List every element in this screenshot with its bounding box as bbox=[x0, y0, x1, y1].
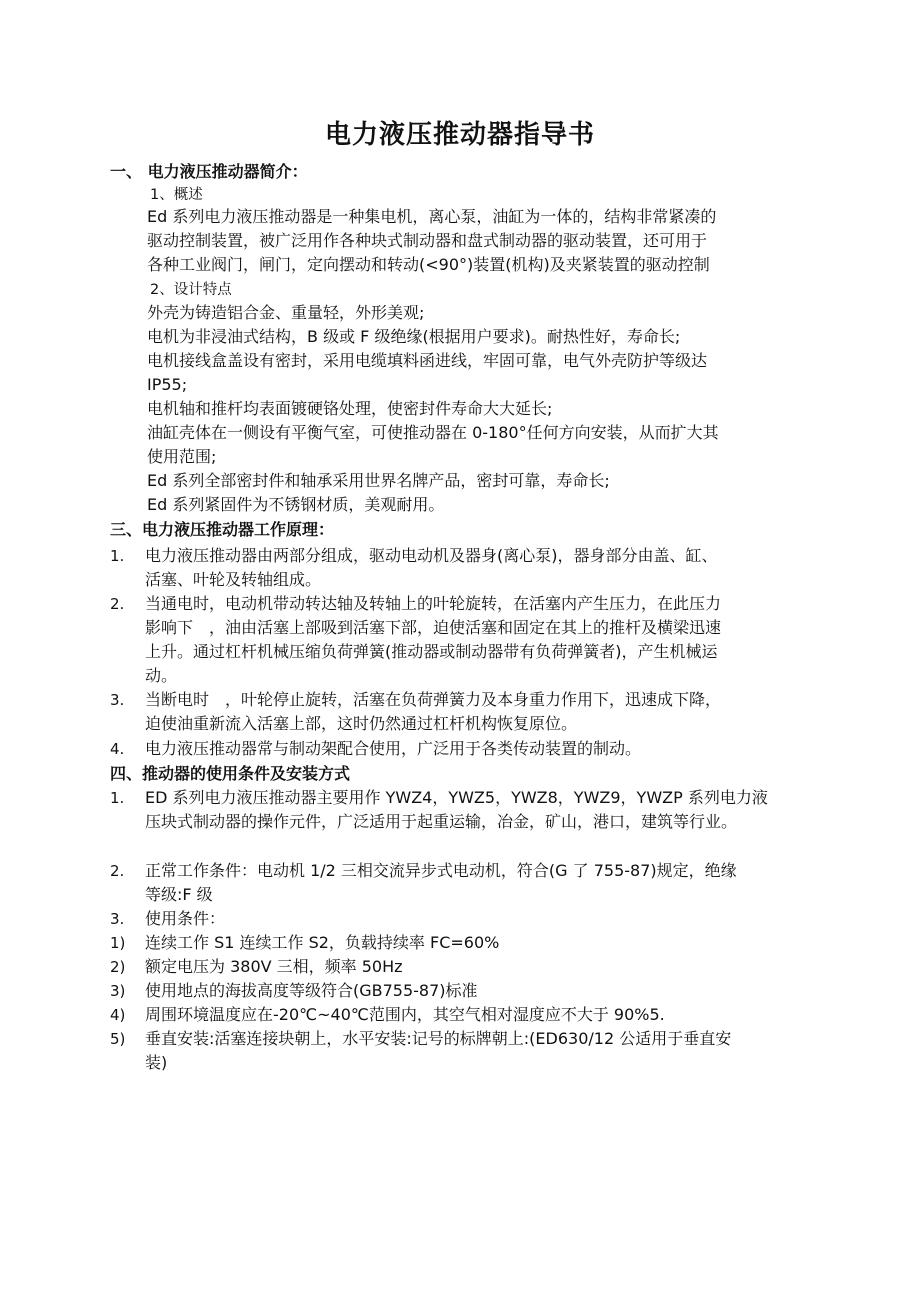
feature-line: 电机轴和推杆均表面镀硬铬处理，使密封件寿命大大延长; bbox=[147, 399, 553, 418]
subheading-overview: 1、概述 bbox=[150, 187, 203, 203]
section-4-heading: 四、推动器的使用条件及安装方式 bbox=[110, 764, 351, 783]
list-number: 5) bbox=[110, 1030, 126, 1048]
subheading-design-features: 2、设计特点 bbox=[150, 282, 232, 298]
list-item-line: 使用条件： bbox=[145, 909, 226, 928]
list-number: 4) bbox=[110, 1006, 126, 1024]
overview-line: 驱动控制装置，被广泛用作各种块式制动器和盘式制动器的驱动装置，还可用于 bbox=[147, 231, 708, 250]
feature-line: IP55; bbox=[147, 375, 188, 394]
feature-line: 电机接线盒盖设有密封，采用电缆填料函进线，牢固可靠，电气外壳防护等级达 bbox=[147, 351, 708, 370]
list-number: 2) bbox=[110, 958, 126, 976]
overview-line: 各种工业阀门，闸门，定向摆动和转动(<90°)装置(机构)及夹紧装置的驱动控制 bbox=[147, 255, 710, 274]
list-item-line: 额定电压为 380V 三相，频率 50Hz bbox=[145, 957, 403, 976]
list-number: 2. bbox=[110, 595, 125, 613]
feature-line: 使用范围; bbox=[147, 447, 217, 466]
document-title: 电力液压推动器指导书 bbox=[324, 120, 595, 150]
list-item-line: 影响下 ，油由活塞上部吸到活塞下部，迫使活塞和固定在其上的推杆及横梁迅速 bbox=[145, 618, 722, 637]
feature-line: 油缸壳体在一侧设有平衡气室，可使推动器在 0-180°任何方向安装，从而扩大其 bbox=[147, 423, 719, 442]
list-item-line: 当断电时 ，叶轮停止旋转，活塞在负荷弹簧力及本身重力作用下，迅速成下降， bbox=[145, 690, 722, 709]
list-item-line: 连续工作 S1 连续工作 S2，负载持续率 FC=60% bbox=[145, 933, 500, 952]
overview-line: Ed 系列电力液压推动器是一种集电机，离心泵，油缸为一体的，结构非常紧凑的 bbox=[147, 207, 717, 226]
feature-line: 外壳为铸造铝合金、重量轻，外形美观; bbox=[147, 303, 425, 322]
feature-line: Ed 系列紧固件为不锈钢材质，美观耐用。 bbox=[147, 495, 445, 514]
list-item-line: 装) bbox=[145, 1053, 168, 1072]
list-item-line: 上升。通过杠杆机械压缩负荷弹簧(推动器或制动器带有负荷弹簧者)，产生机械运 bbox=[145, 642, 718, 661]
list-number: 2. bbox=[110, 862, 125, 880]
list-item-line: 电力液压推动器常与制动架配合使用，广泛用于各类传动装置的制动。 bbox=[145, 739, 642, 758]
list-number: 1. bbox=[110, 789, 125, 807]
list-number: 3) bbox=[110, 982, 126, 1000]
list-number: 4. bbox=[110, 740, 125, 758]
list-number: 1) bbox=[110, 934, 126, 952]
list-item-line: 垂直安装:活塞连接块朝上，水平安装:记号的标牌朝上:(ED630/12 公适用于垂直安 bbox=[145, 1029, 732, 1048]
list-number: 1. bbox=[110, 547, 125, 565]
list-item-line: 使用地点的海拔高度等级符合(GB755-87)标准 bbox=[145, 981, 478, 1000]
list-item-line: 周围环境温度应在-20℃~40℃范围内，其空气相对湿度应不大于 90%5. bbox=[145, 1005, 665, 1024]
list-item-line: 动。 bbox=[145, 666, 178, 685]
list-item-line: 当通电时，电动机带动转达轴及转轴上的叶轮旋转，在活塞内产生压力，在此压力 bbox=[145, 594, 722, 613]
list-item-line: 迫使油重新流入活塞上部，这时仍然通过杠杆机构恢复原位。 bbox=[145, 714, 578, 733]
list-item-line: 等级:F 级 bbox=[145, 885, 213, 904]
list-number: 3. bbox=[110, 691, 125, 709]
list-item-line: 活塞、叶轮及转轴组成。 bbox=[145, 570, 322, 589]
list-number: 3. bbox=[110, 910, 125, 928]
list-item-line: 正常工作条件：电动机 1/2 三相交流异步式电动机，符合(G 了 755-87)规定，绝缘 bbox=[145, 861, 737, 880]
section-1-heading: 一、 电力液压推动器简介： bbox=[110, 162, 308, 181]
feature-line: Ed 系列全部密封件和轴承采用世界名牌产品，密封可靠，寿命长; bbox=[147, 471, 610, 490]
list-item-line: 电力液压推动器由两部分组成，驱动电动机及器身(离心泵)，器身部分由盖、缸、 bbox=[145, 546, 718, 565]
list-item-line: ED 系列电力液压推动器主要用作 YWZ4，YWZ5，YWZ8，YWZ9，YWZP 系列电力液 bbox=[145, 788, 768, 807]
list-item-line: 压块式制动器的操作元件，广泛适用于起重运输，冶金，矿山，港口，建筑等行业。 bbox=[145, 812, 738, 831]
feature-line: 电机为非浸油式结构，B 级或 F 级绝缘(根据用户要求)。耐热性好，寿命长; bbox=[147, 327, 681, 346]
section-3-heading: 三、电力液压推动器工作原理： bbox=[110, 520, 335, 539]
